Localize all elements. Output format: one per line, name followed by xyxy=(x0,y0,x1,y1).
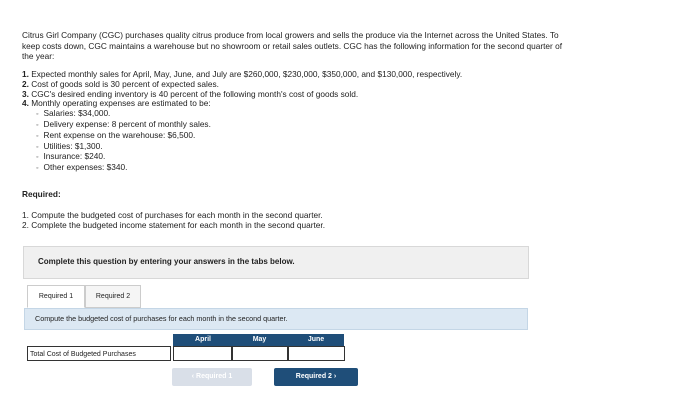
prev-required-button[interactable]: ‹ Required 1 xyxy=(172,368,252,386)
task-list xyxy=(22,210,325,230)
column-header-may: May xyxy=(231,334,288,346)
required-heading: Required: xyxy=(22,189,61,199)
task-2: 2. Complete the budgeted income statement for each month in the second quarter. xyxy=(22,220,326,231)
question-panel xyxy=(24,308,528,330)
june-input[interactable] xyxy=(288,346,345,361)
item-1: 1. Expected monthly sales for April, May, June, and July are $260,000, $230,000, $350,000, and $130,000, respectively. xyxy=(22,69,463,79)
panel-prompt: Compute the budgeted cost of purchases for each month in the second quarter. xyxy=(35,314,288,323)
instruction-box xyxy=(23,246,529,279)
tab-required-2[interactable]: Required 2 xyxy=(85,285,141,308)
expense-salaries: ◦ Salaries: $34,000. xyxy=(22,109,462,120)
may-input[interactable] xyxy=(232,346,288,361)
item-3: 3. CGC's desired ending inventory is 40 percent of the following month's cost of goods sold. xyxy=(22,88,359,99)
next-required-button[interactable]: Required 2 › xyxy=(274,368,358,386)
item-4: 4. Monthly operating expenses are estimated to be: xyxy=(22,98,211,109)
expense-insurance: ◦ Insurance: $240. xyxy=(22,152,462,163)
expense-other: ◦ Other expenses: $340. xyxy=(22,163,462,174)
expense-rent: ◦ Rent expense on the warehouse: $6,500. xyxy=(22,131,462,142)
column-header-april: April xyxy=(173,334,233,346)
problem-intro: Citrus Girl Company (CGC) purchases quality citrus produce from local growers and sells the produce via the Internet across the United States. To keep costs down, CGC maintains a warehouse but no showroom or retail sales outlets. CGC has the following information for the second quarter of the year: xyxy=(22,30,563,62)
instruction-text: Complete this question by entering your answers in the tabs below. xyxy=(38,257,295,266)
expense-utilities: ◦ Utilities: $1,300. xyxy=(22,142,462,153)
expense-delivery: ◦ Delivery expense: 8 percent of monthly sales. xyxy=(22,120,462,131)
task-1: 1. Compute the budgeted cost of purchases for each month in the second quarter. xyxy=(22,210,323,220)
column-header-june: June xyxy=(288,334,344,346)
april-input[interactable] xyxy=(173,346,232,361)
row-label-total-purchases: Total Cost of Budgeted Purchases xyxy=(27,346,171,361)
tab-required-1[interactable]: Required 1 xyxy=(27,285,85,308)
item-2: 2. Cost of goods sold is 30 percent of expected sales. xyxy=(22,78,219,89)
problem-items xyxy=(22,70,462,174)
